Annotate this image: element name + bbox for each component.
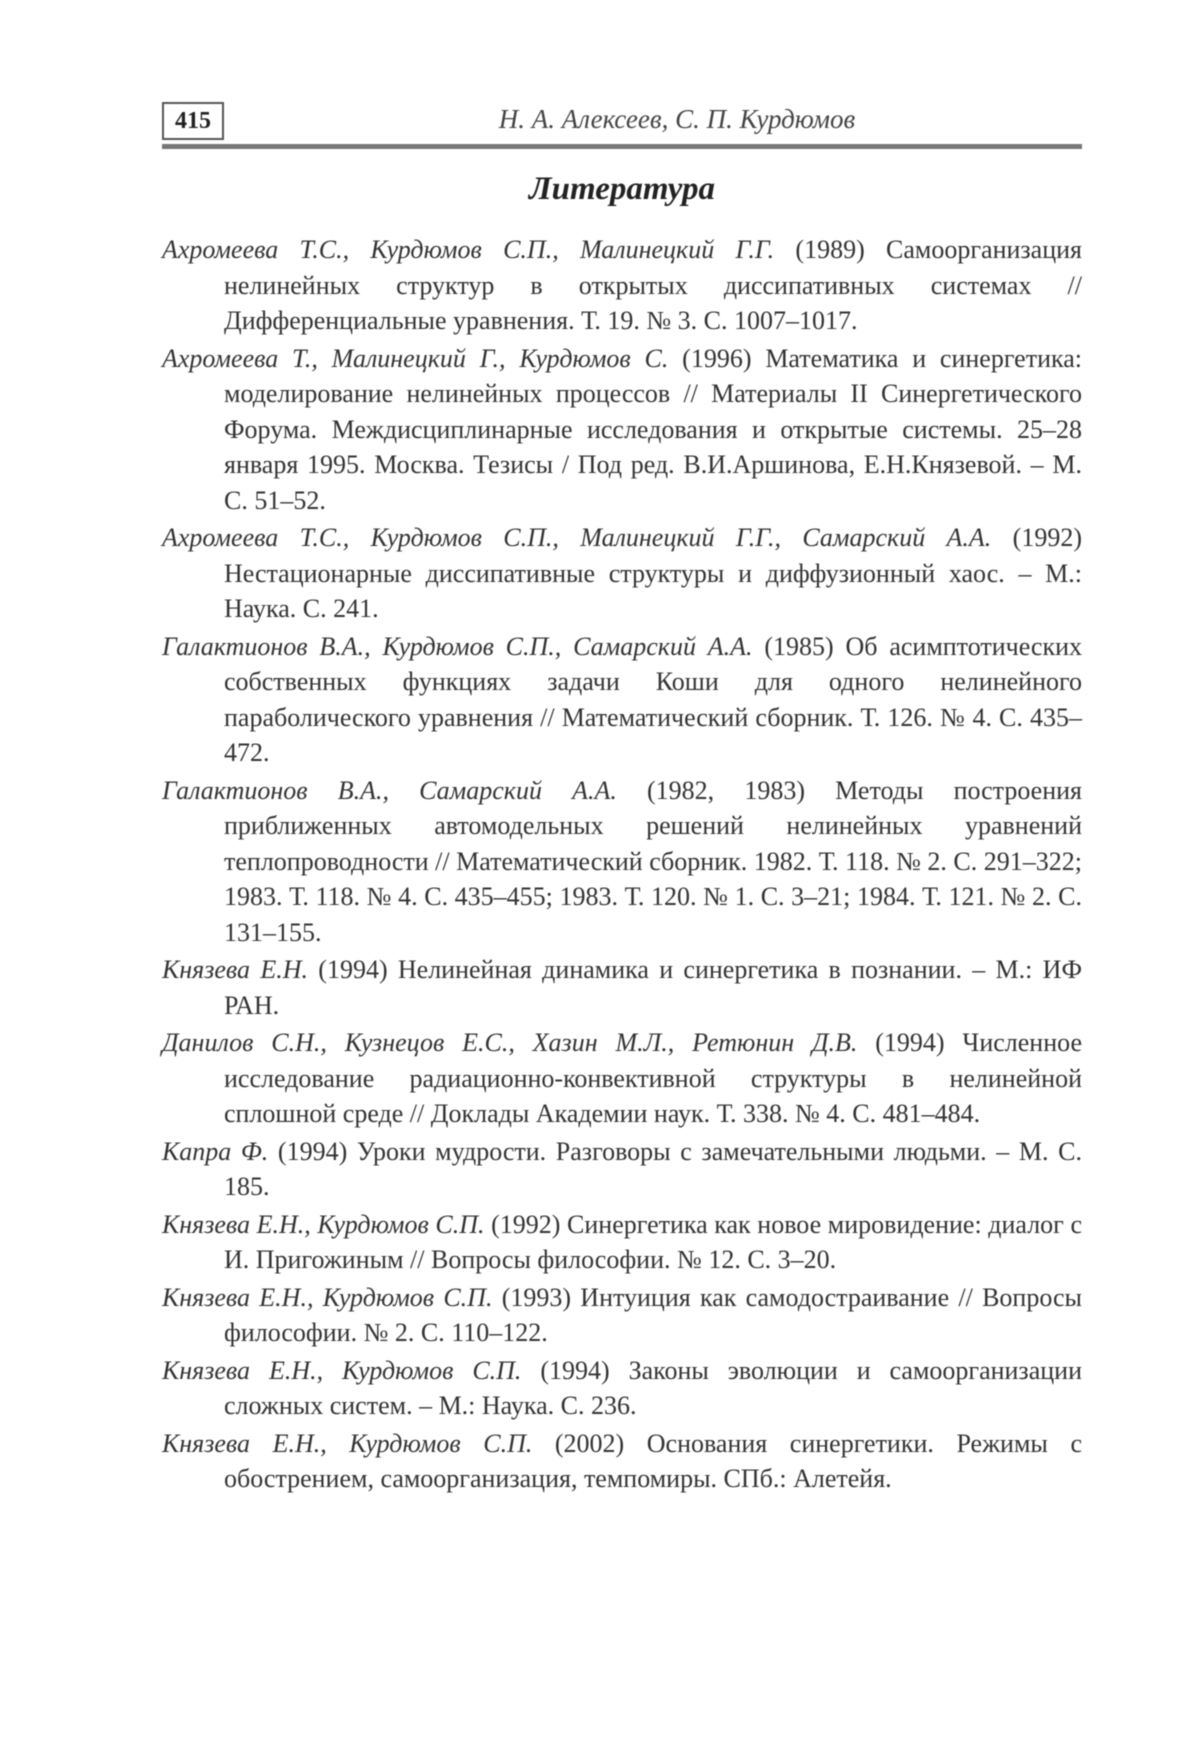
reference-item: [162, 1207, 1082, 1278]
reference-item: [162, 773, 1082, 951]
reference-authors: Князева Е.Н., Курдюмов С.П.: [162, 1209, 485, 1239]
reference-item: [162, 1426, 1082, 1497]
reference-item: [162, 520, 1082, 627]
reference-text: (1989) Самоорганизация нелинейных структур в открытых диссипативных системах // Дифференциальные уравнения. Т. 19. № 3. С. 1007–1017.: [224, 235, 1082, 335]
reference-item: [162, 1353, 1082, 1424]
reference-item: [162, 341, 1082, 519]
page-number: 415: [162, 102, 224, 140]
reference-authors: Ахромеева Т.С., Курдюмов С.П., Малинецкий Г.Г.: [162, 235, 775, 264]
reference-authors: Ахромеева Т.С., Курдюмов С.П., Малинецкий Г.Г., Самарский А.А.: [162, 523, 992, 552]
reference-authors: Капра Ф.: [162, 1136, 269, 1166]
reference-text: (1994) Уроки мудрости. Разговоры с замечательными людьми. – М. С. 185.: [224, 1136, 1082, 1201]
section-title: Литература: [529, 171, 715, 207]
reference-item: [162, 952, 1082, 1023]
reference-text: (1982, 1983) Методы построения приближенных автомодельных решений нелинейных уравнений теплопроводности // Математический сборник. 1982. Т. 118. № 2. С. 291–322; 1983. Т. 118. № 4. С. 435–455; 1983. Т. 120. № 1. С. 3–21; 1984. Т. 121. № 2. С. 131–155.: [224, 775, 1082, 947]
reference-text: (1994) Законы эволюции и самоорганизации сложных систем. – М.: Наука. С. 236.: [224, 1355, 1082, 1420]
reference-text: (1993) Интуиция как самодостраивание // Вопросы философии. № 2. С. 110–122.: [224, 1282, 1082, 1347]
document-page: [162, 100, 1082, 1499]
reference-list: [162, 232, 1082, 1497]
page-header: [162, 100, 1082, 149]
reference-item: [162, 1280, 1082, 1351]
reference-item: [162, 1025, 1082, 1132]
reference-text: (1994) Нелинейная динамика и синергетика в познании. – М.: ИФ РАН.: [224, 955, 1082, 1020]
reference-text: (1985) Об асимптотических собственных функциях задачи Коши для одного нелинейного параболического уравнения // Математический сборник. Т. 126. № 4. С. 435–472.: [224, 631, 1082, 767]
reference-authors: Галактионов В.А., Самарский А.А.: [162, 775, 617, 805]
reference-item: [162, 1134, 1082, 1205]
reference-text: (1994) Численное исследование радиационно-конвективной структуры в нелинейной сплошной среде // Доклады Академии наук. Т. 338. № 4. С. 481–484.: [224, 1028, 1082, 1128]
running-title: Н. А. Алексеев, С. П. Курдюмов: [498, 104, 856, 134]
reference-authors: Князева Е.Н., Курдюмов С.П.: [162, 1355, 522, 1385]
reference-authors: Ахромеева Т., Малинецкий Г., Курдюмов С.: [162, 343, 669, 373]
reference-text: (1992) Нестационарные диссипативные структуры и диффузионный хаос. – М.: Наука. С. 241.: [224, 523, 1082, 623]
reference-authors: Князева Е.Н., Курдюмов С.П.: [162, 1282, 493, 1312]
reference-text: (1996) Математика и синергетика: моделирование нелинейных процессов // Материалы II Синергетического Форума. Междисциплинарные исследования и открытые системы. 25–28 января 1995. Москва. Тезисы / Под ред. В.И.Аршинова, Е.Н.Князевой. – М. С. 51–52.: [224, 343, 1082, 515]
reference-item: [162, 232, 1082, 339]
reference-authors: Данилов С.Н., Кузнецов Е.С., Хазин М.Л., Ретюнин Д.В.: [162, 1028, 858, 1057]
reference-authors: Князева Е.Н.: [162, 955, 308, 984]
reference-text: (2002) Основания синергетики. Режимы с обострением, самоорганизация, темпомиры. СПб.: Алетейя.: [224, 1428, 1082, 1493]
reference-authors: Князева Е.Н., Курдюмов С.П.: [162, 1428, 533, 1458]
reference-text: (1992) Синергетика как новое мировидение: диалог с И. Пригожиным // Вопросы философии. № 12. С. 3–20.: [224, 1209, 1082, 1274]
reference-item: [162, 629, 1082, 771]
reference-authors: Галактионов В.А., Курдюмов С.П., Самарский А.А.: [162, 631, 753, 661]
